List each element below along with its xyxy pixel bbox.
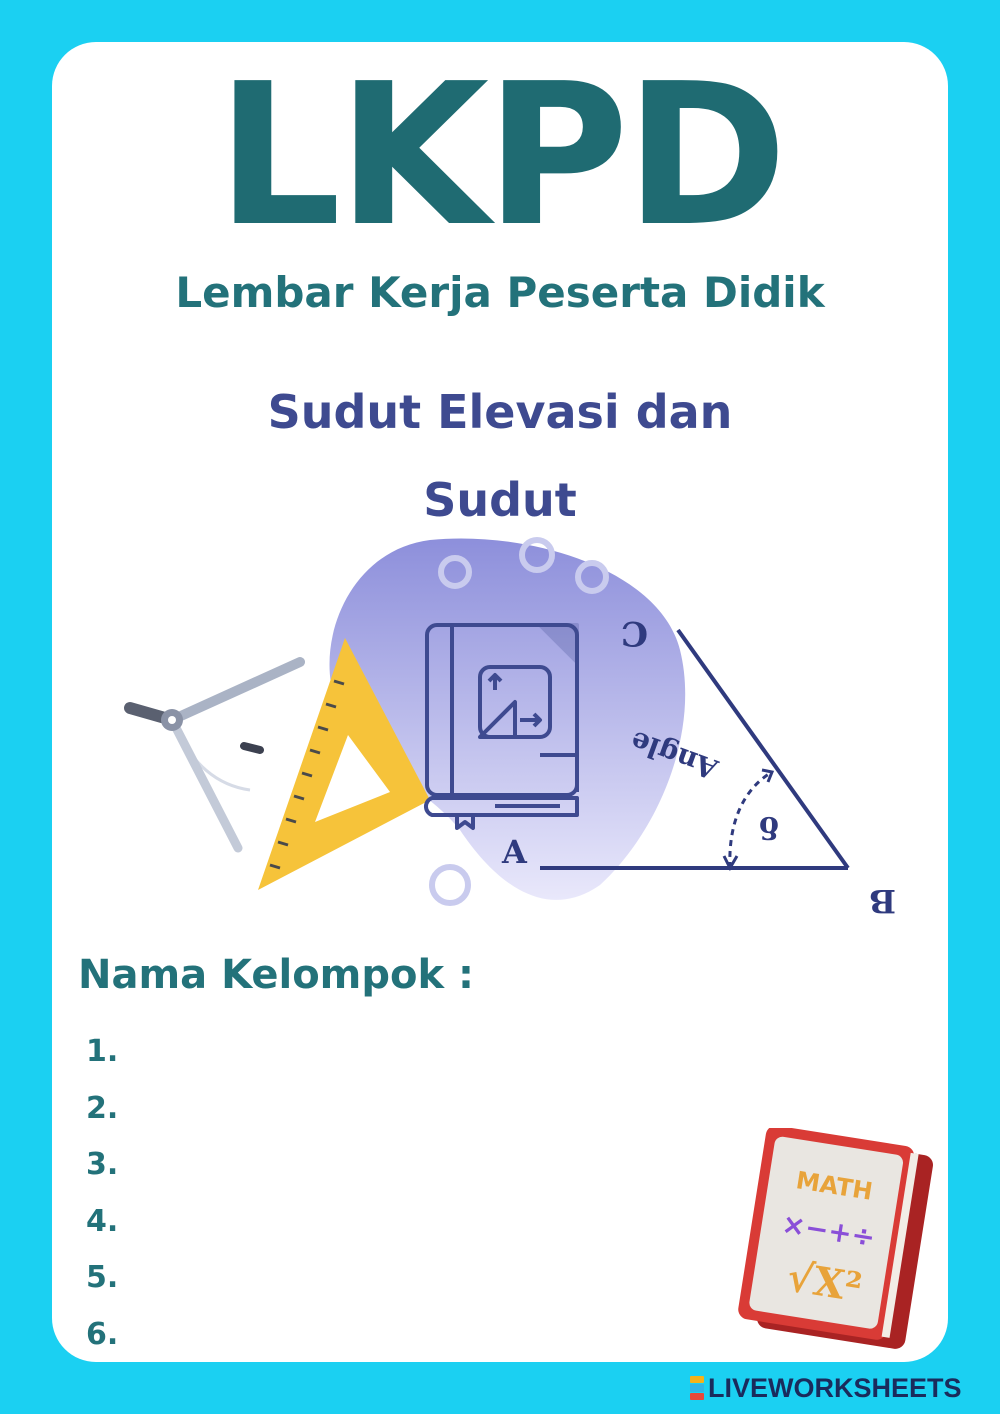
angle-text: Angle [626, 724, 723, 787]
angle-symbol: δ [758, 809, 779, 844]
page-title: LKPD [216, 42, 784, 270]
math-book-symbols: ×−+÷ [779, 1206, 878, 1255]
math-book-formula: √X² [783, 1253, 866, 1312]
point-b-label: B [868, 882, 896, 920]
geometry-illustration [100, 530, 920, 920]
topic-line-1: Sudut Elevasi dan Sudut [267, 385, 733, 527]
member-number-6: 6. [86, 1316, 119, 1352]
point-a-label: A [502, 833, 527, 871]
member-number-2: 2. [86, 1090, 119, 1126]
math-book-title: MATH [794, 1166, 875, 1206]
member-number-3: 3. [86, 1147, 119, 1182]
member-number-4: 4. [86, 1203, 119, 1239]
group-name-label: Nama Kelompok : [78, 952, 474, 998]
point-c-label: C [620, 613, 648, 653]
brand-text: LIVEWORKSHEETS [708, 1372, 962, 1403]
math-book-icon [728, 1128, 940, 1354]
liveworksheets-brand [690, 1372, 962, 1404]
page-subtitle: Lembar Kerja Peserta Didik [175, 268, 825, 317]
member-number-5: 5. [86, 1260, 119, 1295]
liveworksheets-logo-icon [690, 1376, 704, 1400]
compass-icon [130, 662, 300, 848]
member-number-1: 1. [86, 1034, 119, 1069]
member-list [86, 1030, 118, 1369]
